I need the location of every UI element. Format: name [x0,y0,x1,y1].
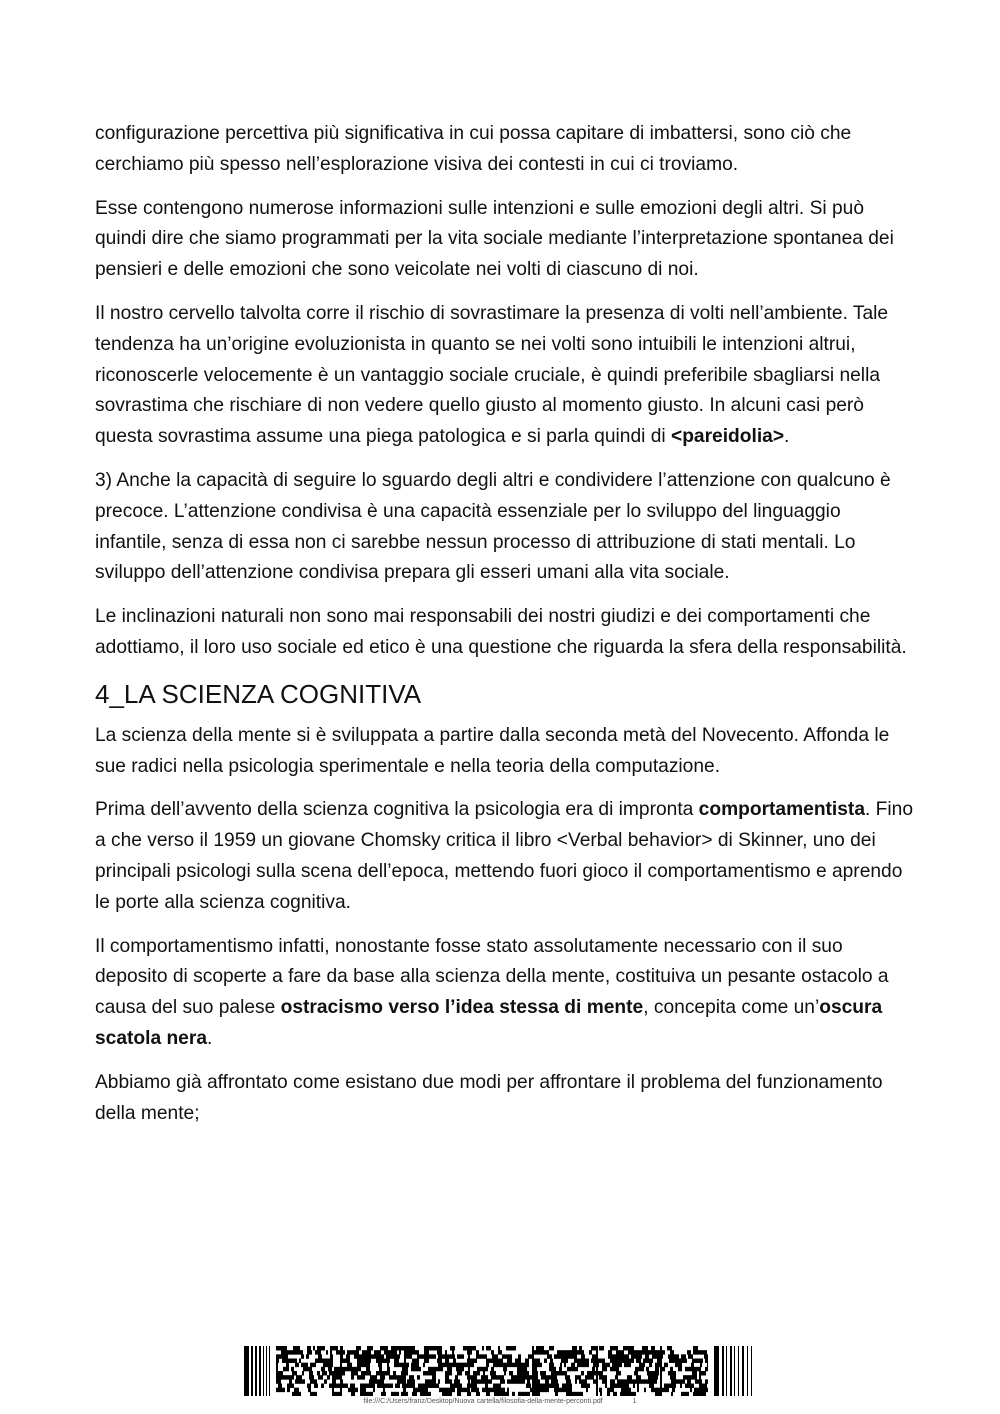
barcode-icon [244,1346,756,1396]
paragraph-science-of-mind: La scienza della mente si è sviluppata a partire dalla seconda metà del Novecento. Affonda le sue radici nella psicologia sperimentale e nella teoria della computazione. [95,724,890,777]
paragraph-behaviorism-obstacle: Il comportamentismo infatti, nonostante fosse stato assolutamente necessario con il suo deposito di scoperte a fare da base alla scienza della mente, costituiva un pesante ostacolo a causa del suo palese ostracismo verso l’idea stessa di mente, concepita come un’oscura scatola nera. [95,935,889,1049]
section-heading: 4_LA SCIENZA COGNITIVA [95,678,422,709]
ostracism-term: ostracismo verso l’idea stessa di mente [280,997,644,1019]
behaviorist-term: comportamentista [698,799,865,821]
paragraph-two-approaches: Abbiamo già affrontato come esistano due modi per affrontare il problema del funzionamento della mente; [95,1071,883,1124]
footer-mark: 1 [632,1398,637,1405]
paragraph-faces-information: Esse contengono numerose informazioni sulle intenzioni e sulle emozioni degli altri. Si può quindi dire che siamo programmati per la vita sociale mediante l’interpretazione spontanea dei pensieri e delle emozioni che sono veicolate nei volti di ciascuno di noi. [95,197,894,281]
footer-file-path: file:///C:/Users/franz/Desktop/Nuova cartella/filosofia-della-mente-perconti.pdf 1 [363,1398,637,1405]
paragraph-faces-configuration: configurazione percettiva più significativa in cui possa capitare di imbattersi, sono ciò che cerchiamo più spesso nell’esplorazione visiva dei contesti in cui ci troviamo. [95,123,852,175]
paragraph-overestimation: Il nostro cervello talvolta corre il rischio di sovrastimare la presenza di volti nell’ambiente. Tale tendenza ha un’origine evoluzionista in quanto se nei volti sono intuibili le intenzioni altrui, riconoscerle velocemente è un vantaggio sociale cruciale, è quindi preferibile sbagliarsi nella sovrastima che rischiare di non vedere quello giusto al momento giusto. In alcuni casi però questa sovrastima assume una piega patologica e si parla quindi di <pareidolia>. [95,302,889,448]
paragraph-shared-attention: 3) Anche la capacità di seguire lo sguardo degli altri e condividere l’attenzione con qualcuno è precoce. L’attenzione condivisa è una capacità essenziale per lo sviluppo del linguaggio infantile, senza di essa non ci sarebbe nessun processo di attribuzione di stati mentali. Lo sviluppo dell’attenzione condivisa prepara gli esseri umani alla vita sociale. [95,469,891,584]
black-box-term: oscura scatola nera [95,997,883,1049]
pareidolia-term: <pareidolia> [670,426,785,448]
page-body [95,119,915,1142]
paragraph-behaviorism-history: Prima dell’avvento della scienza cognitiva la psicologia era di impronta comportamentista. Fino a che verso il 1959 un giovane Chomsky critica il libro <Verbal behavior> di Skinner, uno dei principali psicologi sulla scena dell’epoca, mettendo fuori gioco il comportamentismo e aprendo le porte alla scienza cognitiva. [95,799,913,913]
paragraph-natural-inclinations: Le inclinazioni naturali non sono mai responsabili dei nostri giudizi e dei comportamenti che adottiamo, il loro uso sociale ed etico è una questione che riguarda la sfera della responsabilità. [95,606,907,658]
